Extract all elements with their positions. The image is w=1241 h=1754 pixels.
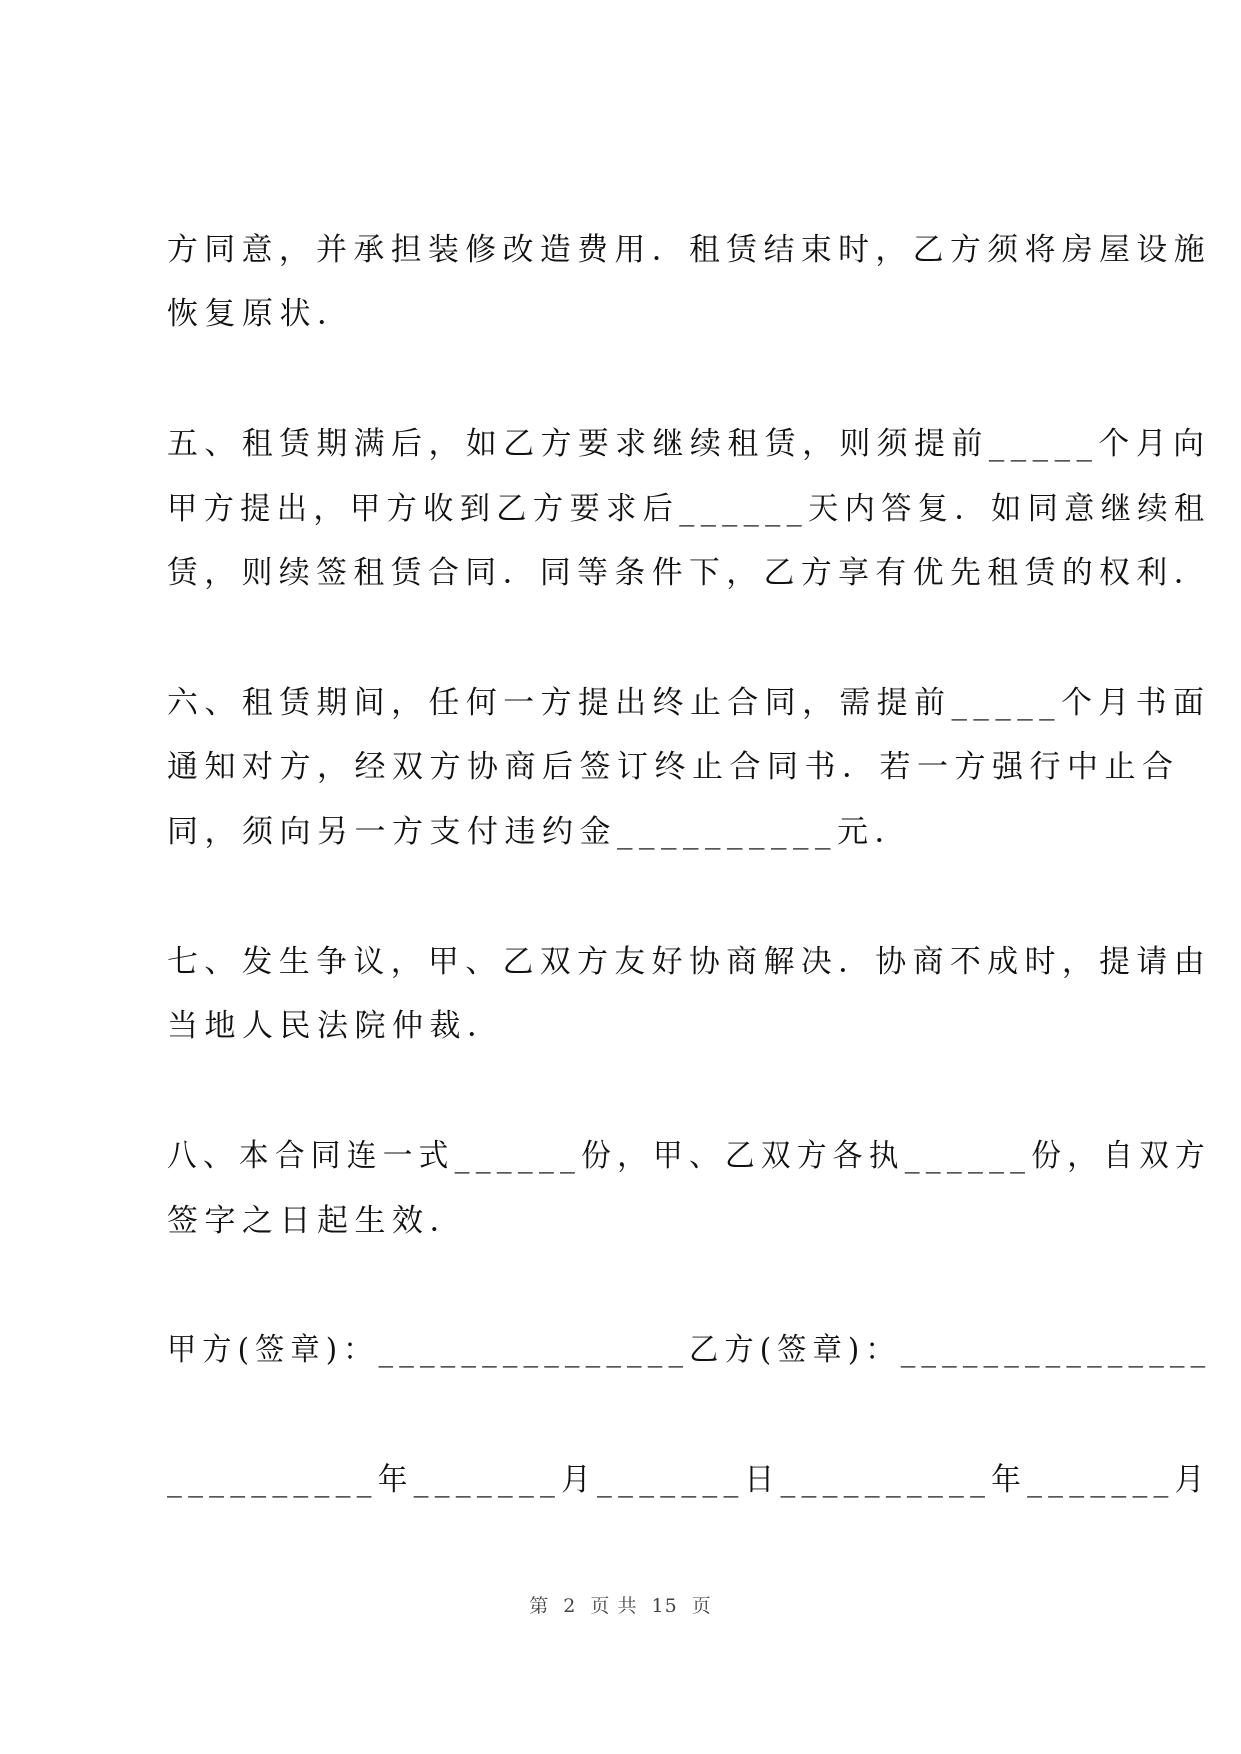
page-number-footer: 第 2 页 共 15 页 (529, 1595, 712, 1617)
text-line: 恢复原状． (167, 296, 355, 332)
clause-7-line-2: 当地人民法院仲裁． (167, 1008, 505, 1044)
date-line: __________年_______月_______日__________年_______月 (167, 1462, 1211, 1498)
clause-7-line-1: 七、发生争议，甲、乙双方友好协商解决．协商不成时，提请由 (167, 944, 1211, 980)
clause-8-line-2: 签字之日起生效． (167, 1203, 467, 1239)
clause-8-line-1: 八、本合同连一式______份，甲、乙双方各执______份，自双方 (167, 1138, 1211, 1174)
clause-5-line-2: 甲方提出，甲方收到乙方要求后______天内答复．如同意继续租 (167, 491, 1211, 527)
signature-line: 甲方(签章)：_______________乙方(签章)：_______________ (167, 1332, 1212, 1368)
text-line: 方同意，并承担装修改造费用．租赁结束时，乙方须将房屋设施 (167, 232, 1211, 268)
clause-6-line-1: 六、租赁期间，任何一方提出终止合同，需提前_____个月书面 (167, 685, 1211, 721)
clause-5-line-3: 赁，则续签租赁合同．同等条件下，乙方享有优先租赁的权利． (167, 555, 1211, 591)
clause-6-line-2: 通知对方，经双方协商后签订终止合同书．若一方强行中止合 (167, 749, 1180, 785)
clause-6-line-3: 同，须向另一方支付违约金__________元． (167, 814, 912, 850)
clause-5-line-1: 五、租赁期满后，如乙方要求继续租赁，则须提前_____个月向 (167, 426, 1211, 462)
